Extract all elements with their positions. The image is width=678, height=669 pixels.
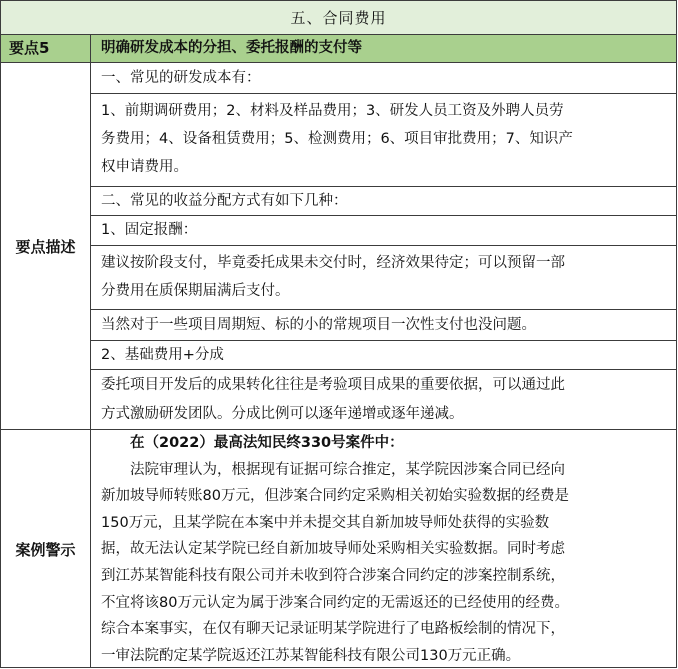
case-line: 法院审理认为，根据现有证据可综合推定，某学院因涉案合同已经向 xyxy=(130,461,565,478)
desc-row xyxy=(91,63,676,93)
desc-line: 权申请费用。 xyxy=(101,159,188,175)
desc-row xyxy=(91,341,676,369)
desc-line: 委托项目开发后的成果转化往往是考验项目成果的重要依据，可以通过此 xyxy=(101,377,565,393)
desc-line: 务费用；4、设备租赁费用；5、检测费用；6、项目审批费用；7、知识产 xyxy=(101,131,573,147)
desc-line: 一、常见的研发成本有： xyxy=(101,70,261,86)
desc-row xyxy=(91,310,676,340)
desc-line: 当然对于一些项目周期短、标的小的常规项目一次性支付也没问题。 xyxy=(101,317,536,333)
case-line: 不宜将该80万元认定为属于涉案合同约定的无需返还的已经使用的经费。 xyxy=(101,594,569,611)
desc-line: 1、前期调研费用；2、材料及样品费用；3、研发人员工资及外聘人员劳 xyxy=(101,103,564,119)
desc-line: 建议按阶段支付，毕竟委托成果未交付时，经济效果待定；可以预留一部 xyxy=(101,255,565,271)
key-point-title: 明确研发成本的分担、委托报酬的支付等 xyxy=(101,40,362,56)
case-line: 150万元，且某学院在本案中并未提交其自新加坡导师处获得的实验数 xyxy=(101,514,550,531)
desc-row xyxy=(91,370,676,429)
case-line: 新加坡导师转账80万元，但涉案合同约定采购相关初始实验数据的经费是 xyxy=(101,488,569,505)
case-line: 综合本案事实，在仅有聊天记录证明某学院进行了电路板绘制的情况下， xyxy=(101,621,565,638)
desc-row xyxy=(91,246,676,309)
desc-row xyxy=(91,94,676,186)
key-point-number: 要点5 xyxy=(9,39,50,57)
desc-row xyxy=(91,216,676,245)
case-heading: 在（2022）最高法知民终330号案件中： xyxy=(130,435,404,451)
desc-line: 二、常见的收益分配方式有如下几种： xyxy=(101,193,348,209)
desc-line: 1、固定报酬： xyxy=(101,222,198,238)
case-line: 到江苏某智能科技有限公司并未收到符合涉案合同约定的涉案控制系统， xyxy=(101,567,565,584)
case-label: 案例警示 xyxy=(15,540,76,559)
case-line: 据，故无法认定某学院已经自新加坡导师处采购相关实验数据。同时考虑 xyxy=(101,541,565,558)
desc-row xyxy=(91,187,676,215)
description-label: 要点描述 xyxy=(15,237,76,256)
case-content xyxy=(91,430,676,669)
section-title: 五、合同费用 xyxy=(1,1,676,34)
case-line: 一审法院酌定某学院返还江苏某智能科技有限公司130万元正确。 xyxy=(101,647,521,664)
desc-line: 分费用在质保期届满后支付。 xyxy=(101,283,290,299)
desc-line: 2、基础费用+分成 xyxy=(101,347,224,363)
desc-line: 方式激励研发团队。分成比例可以逐年递增或逐年递减。 xyxy=(101,405,464,422)
key-point-header xyxy=(1,35,676,62)
